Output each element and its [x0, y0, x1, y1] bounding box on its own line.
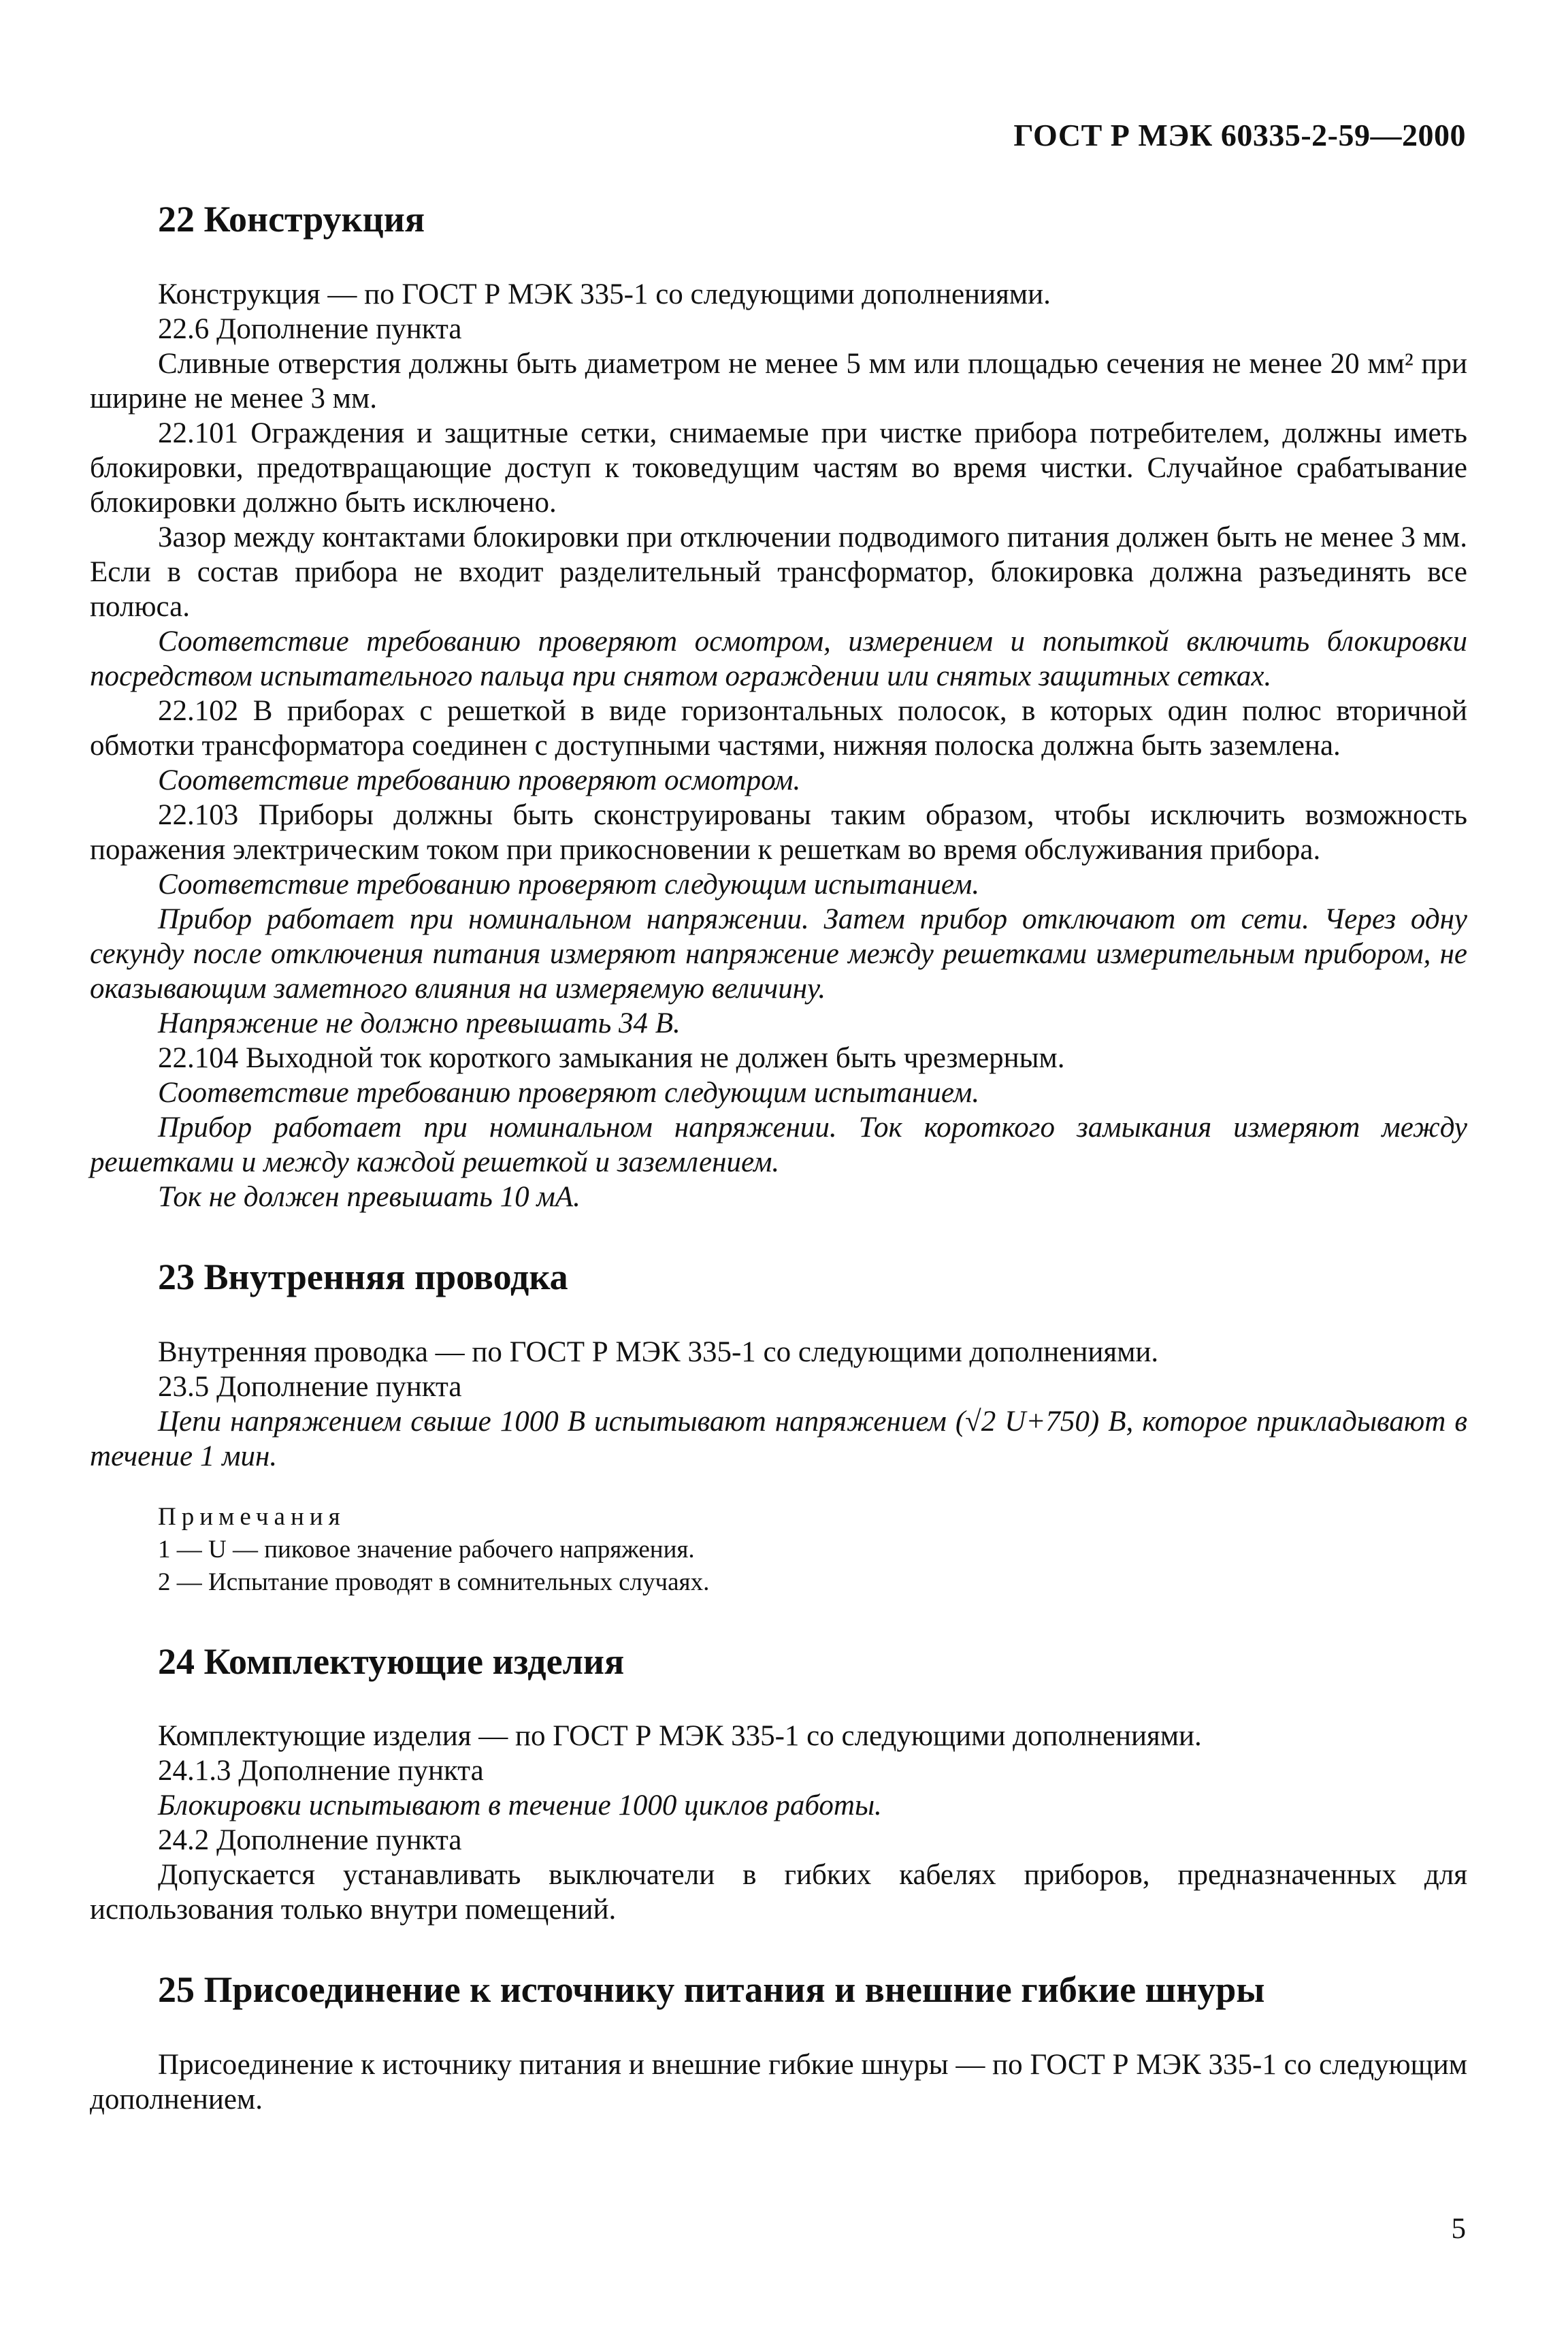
clause-paragraph: 22.101 Ограждения и защитные сетки, снимаемые при чистке прибора потребителем, должны иметь блокировки, предотвращающие доступ к токоведущим частям во время чистки. Случайное срабатывание блокировки должно быть исключено. [90, 417, 1467, 519]
paragraph: Присоединение к источнику питания и внешние гибкие шнуры — по ГОСТ Р МЭК 335-1 со следующим дополнением. [90, 2049, 1467, 2116]
clause-heading: 22.6 Дополнение пункта [158, 312, 462, 345]
paragraph: Сливные отверстия должны быть диаметром не менее 5 мм или площадью сечения не менее 20 мм² при ширине не менее 3 мм. [90, 347, 1467, 415]
test-paragraph: Прибор работает при номинальном напряжении. Затем прибор отключают от сети. Через одну секунду после отключения питания измеряют напряжение между решетками измерительным прибором, не оказывающим заметного влияния на измеряемую величину. [90, 903, 1467, 1005]
document-header: ГОСТ Р МЭК 60335-2-59—2000 [1013, 118, 1466, 152]
notes-title: Примечания [158, 1502, 346, 1531]
section-title: 23 Внутренняя проводка [158, 1256, 568, 1297]
test-paragraph: Цепи напряжением свыше 1000 В испытывают напряжением (√2 U+750) В, которое прикладывают в течение 1 мин. [90, 1405, 1467, 1472]
note-item: 1 — U — пиковое значение рабочего напряжения. [158, 1535, 695, 1563]
paragraph: Допускается устанавливать выключатели в гибких кабелях приборов, предназначенных для использования только внутри помещений. [90, 1859, 1467, 1926]
test-paragraph: Прибор работает при номинальном напряжении. Ток короткого замыкания измеряют между решетками и между каждой решеткой и заземлением. [90, 1111, 1467, 1178]
page-number: 5 [1451, 2213, 1466, 2245]
clause-paragraph: 22.102 В приборах с решеткой в виде горизонтальных полосок, в которых один полюс вторичной обмотки трансформатора соединен с доступными частями, нижняя полоска должна быть заземлена. [90, 694, 1467, 762]
clause-heading: 24.1.3 Дополнение пункта [158, 1755, 484, 1787]
paragraph: Внутренняя проводка — по ГОСТ Р МЭК 335-1 со следующими дополнениями. [158, 1335, 1159, 1368]
clause-heading: 23.5 Дополнение пункта [158, 1370, 462, 1403]
paragraph: Комплектующие изделия — по ГОСТ Р МЭК 335-1 со следующими дополнениями. [158, 1720, 1202, 1753]
section-24 [90, 1640, 1467, 1928]
test-paragraph: Напряжение не должно превышать 34 В. [158, 1007, 681, 1039]
notes-block [90, 1501, 1467, 1599]
compliance-paragraph: Соответствие требованию проверяют осмотром. [158, 764, 801, 796]
section-22 [90, 197, 1467, 1214]
section-title: 22 Конструкция [158, 199, 425, 240]
document-body [90, 197, 1467, 2158]
section-title: 25 Присоединение к источнику питания и внешние гибкие шнуры [158, 1969, 1265, 2011]
test-paragraph: Ток не должен превышать 10 мА. [158, 1180, 581, 1213]
compliance-paragraph: Соответствие требованию проверяют осмотром, измерением и попыткой включить блокировки посредством испытательного пальца при снятом ограждении или снятых защитных сетках. [90, 625, 1467, 692]
paragraph: Зазор между контактами блокировки при отключении подводимого питания должен быть не менее 3 мм. Если в состав прибора не входит разделительный трансформатор, блокировка должна разъединять все полюса. [90, 521, 1467, 623]
section-25 [90, 1968, 1467, 2117]
clause-paragraph: 22.104 Выходной ток короткого замыкания не должен быть чрезмерным. [158, 1041, 1065, 1074]
note-item: 2 — Испытание проводят в сомнительных случаях. [158, 1568, 710, 1596]
compliance-paragraph: Соответствие требованию проверяют следующим испытанием. [158, 1076, 980, 1109]
section-title: 24 Комплектующие изделия [158, 1640, 625, 1682]
clause-paragraph: 22.103 Приборы должны быть сконструированы таким образом, чтобы исключить возможность поражения электрическим током при прикосновении к решеткам во время обслуживания прибора. [90, 798, 1467, 866]
paragraph: Конструкция — по ГОСТ Р МЭК 335-1 со следующими дополнениями. [158, 278, 1051, 310]
section-23 [90, 1255, 1467, 1599]
clause-heading: 24.2 Дополнение пункта [158, 1824, 462, 1857]
test-paragraph: Блокировки испытывают в течение 1000 циклов работы. [158, 1789, 882, 1822]
compliance-paragraph: Соответствие требованию проверяют следующим испытанием. [158, 868, 980, 901]
